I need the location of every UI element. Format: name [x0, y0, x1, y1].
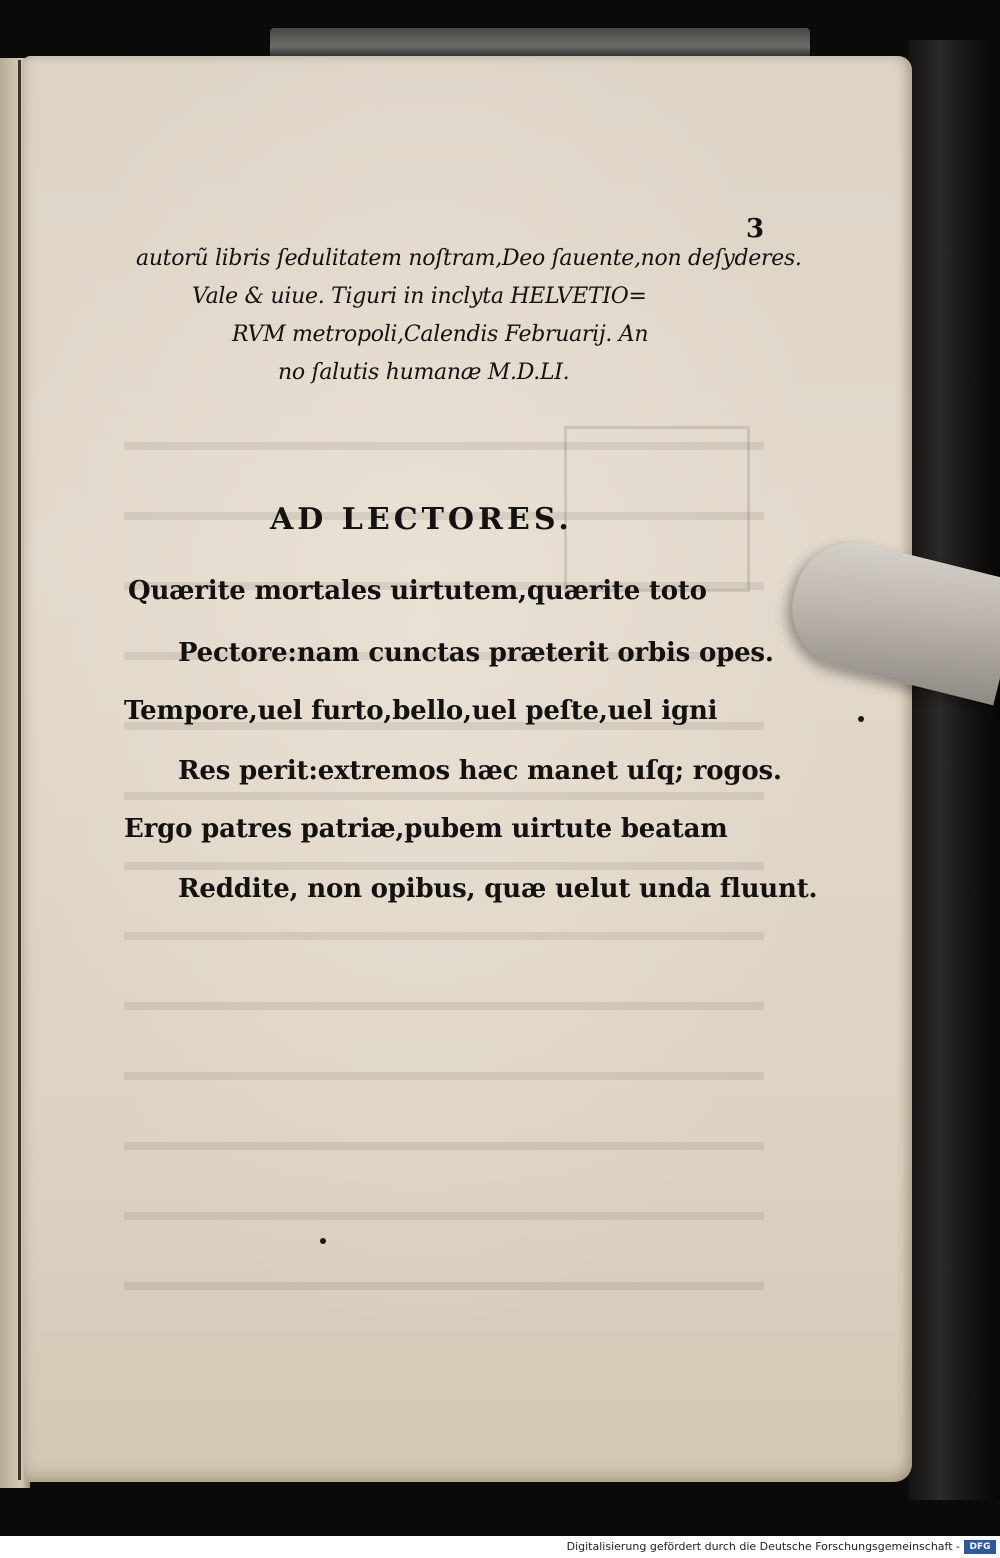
verse-line-3: Tempore,uel furto,bello,uel peſte,uel igni — [124, 696, 718, 726]
gutter-shadow — [18, 60, 21, 1480]
preface-line-4: no ſalutis humanæ M.D.LI. — [278, 360, 570, 385]
page-number: 3 — [746, 214, 765, 244]
verse-line-5: Ergo patres patriæ,pubem uirtute beatam — [124, 814, 728, 844]
funding-credit: Digitalisierung gefördert durch die Deutsche Forschungsgemeinschaft - — [566, 1540, 960, 1553]
book-board — [270, 28, 810, 58]
book-binding-edge — [908, 40, 1000, 1500]
verse-line-4: Res perit:extremos hæc manet uſq; rogos. — [178, 756, 782, 786]
dfg-logo: DFG — [964, 1540, 996, 1554]
book-page — [24, 56, 912, 1482]
ink-speck — [320, 1238, 326, 1244]
show-through-initial — [564, 426, 750, 592]
digitization-footer — [0, 1536, 1000, 1558]
preface-line-3: RVM metropoli,Calendis Februarij. An — [232, 322, 649, 347]
preface-line-2: Vale & uiue. Tiguri in inclyta HELVETIO= — [192, 284, 647, 309]
poem-heading: AD LECTORES. — [270, 502, 573, 537]
verse-line-1: Quærite mortales uirtutem,quærite toto — [128, 576, 707, 606]
verse-line-6: Reddite, non opibus, quæ uelut unda fluunt. — [178, 874, 818, 904]
preface-line-1: autorũ libris ſedulitatem noſtram,Deo ſauente,non deſyderes. — [136, 246, 802, 271]
ink-speck — [858, 716, 864, 722]
verse-line-2: Pectore:nam cunctas præterit orbis opes. — [178, 638, 774, 668]
